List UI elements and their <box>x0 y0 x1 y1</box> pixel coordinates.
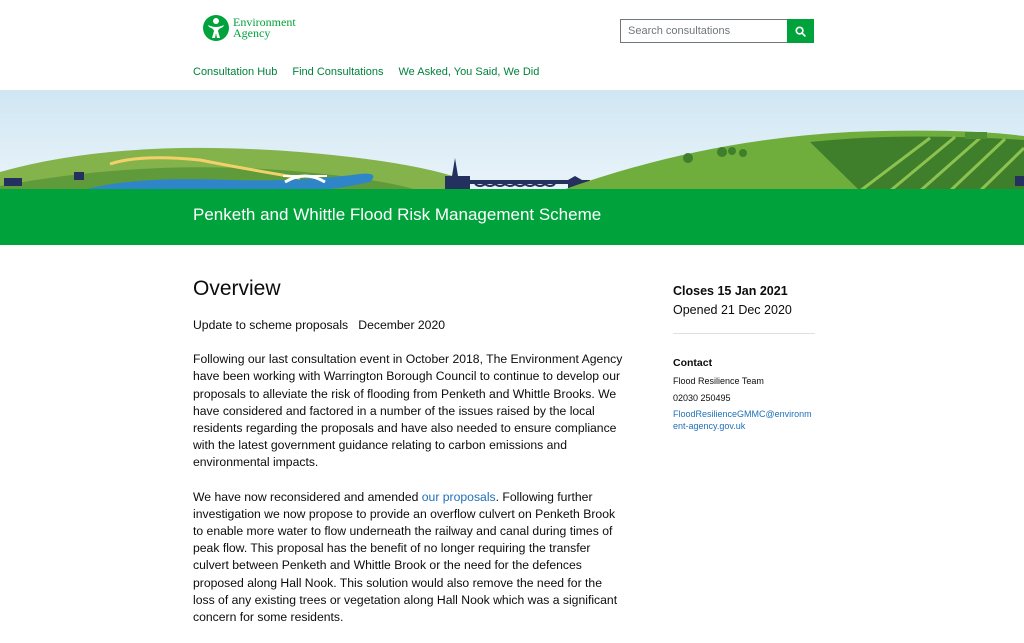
sidebar-divider <box>673 333 815 334</box>
consultation-sidebar <box>673 284 815 432</box>
search-button[interactable] <box>787 19 814 43</box>
our-proposals-link[interactable]: our proposals <box>421 489 496 504</box>
main-nav <box>193 66 554 78</box>
contact-team: Flood Resilience Team <box>673 376 764 386</box>
nav-we-asked-you-said-we-did[interactable]: We Asked, You Said, We Did <box>398 66 540 78</box>
search-input[interactable] <box>620 19 787 43</box>
nav-find-consultations[interactable]: Find Consultations <box>292 66 384 78</box>
logo-text <box>233 17 296 39</box>
overview-heading: Overview <box>193 277 281 300</box>
paragraph-2-text-end: . Following further investigation we now propose to provide an overflow culvert on Penketh Brook to enable more water to flow underneath the railway and canal during times of peak flow. This proposal has the benefit of no longer requiring the transfer culvert between Penketh and Whittle Brook or the need for the defences proposed along Hall Nook. This solution would also remove the need for the loss of any existing trees or vegetation along Hall Nook which was a significant concern for some residents. <box>193 489 618 625</box>
environment-agency-logo[interactable] <box>202 14 296 42</box>
main-content <box>193 277 623 643</box>
overview-paragraph-1: Following our last consultation event in October 2018, The Environment Agency have been working with Warrington Borough Council to continue to develop our proposals to alleviate the risk of flooding from Penketh and Whittle Brooks. We have considered and factored in a number of the issues raised by the local residents regarding the proposals and have also needed to ensure compliance with the latest government guidance relating to carbon emissions and environmental impacts. <box>193 352 623 470</box>
update-line: Update to scheme proposals December 2020 <box>193 318 446 332</box>
site-header <box>0 0 1024 90</box>
search-form <box>620 19 814 43</box>
overview-paragraph-2 <box>193 489 623 627</box>
search-icon <box>795 26 806 37</box>
logo-line-1: Environment <box>233 15 296 29</box>
landscape-illustration <box>0 90 1024 191</box>
closing-date: Closes 15 Jan 2021 <box>673 284 788 298</box>
paragraph-2-text-start: We have now reconsidered and amended <box>193 489 422 504</box>
opening-date: Opened 21 Dec 2020 <box>673 303 792 317</box>
contact-heading: Contact <box>673 357 713 369</box>
nav-consultation-hub[interactable]: Consultation Hub <box>193 66 278 78</box>
page-title: Penketh and Whittle Flood Risk Management Scheme <box>193 205 602 224</box>
environment-agency-logo-icon <box>202 14 230 42</box>
contact-phone: 02030 250495 <box>673 393 731 403</box>
title-banner <box>0 189 1024 245</box>
logo-line-2: Agency <box>233 26 271 40</box>
hero-landscape-illustration <box>0 90 1024 191</box>
contact-email-link[interactable]: FloodResilienceGMMC@environment-agency.gov.uk <box>673 409 812 431</box>
